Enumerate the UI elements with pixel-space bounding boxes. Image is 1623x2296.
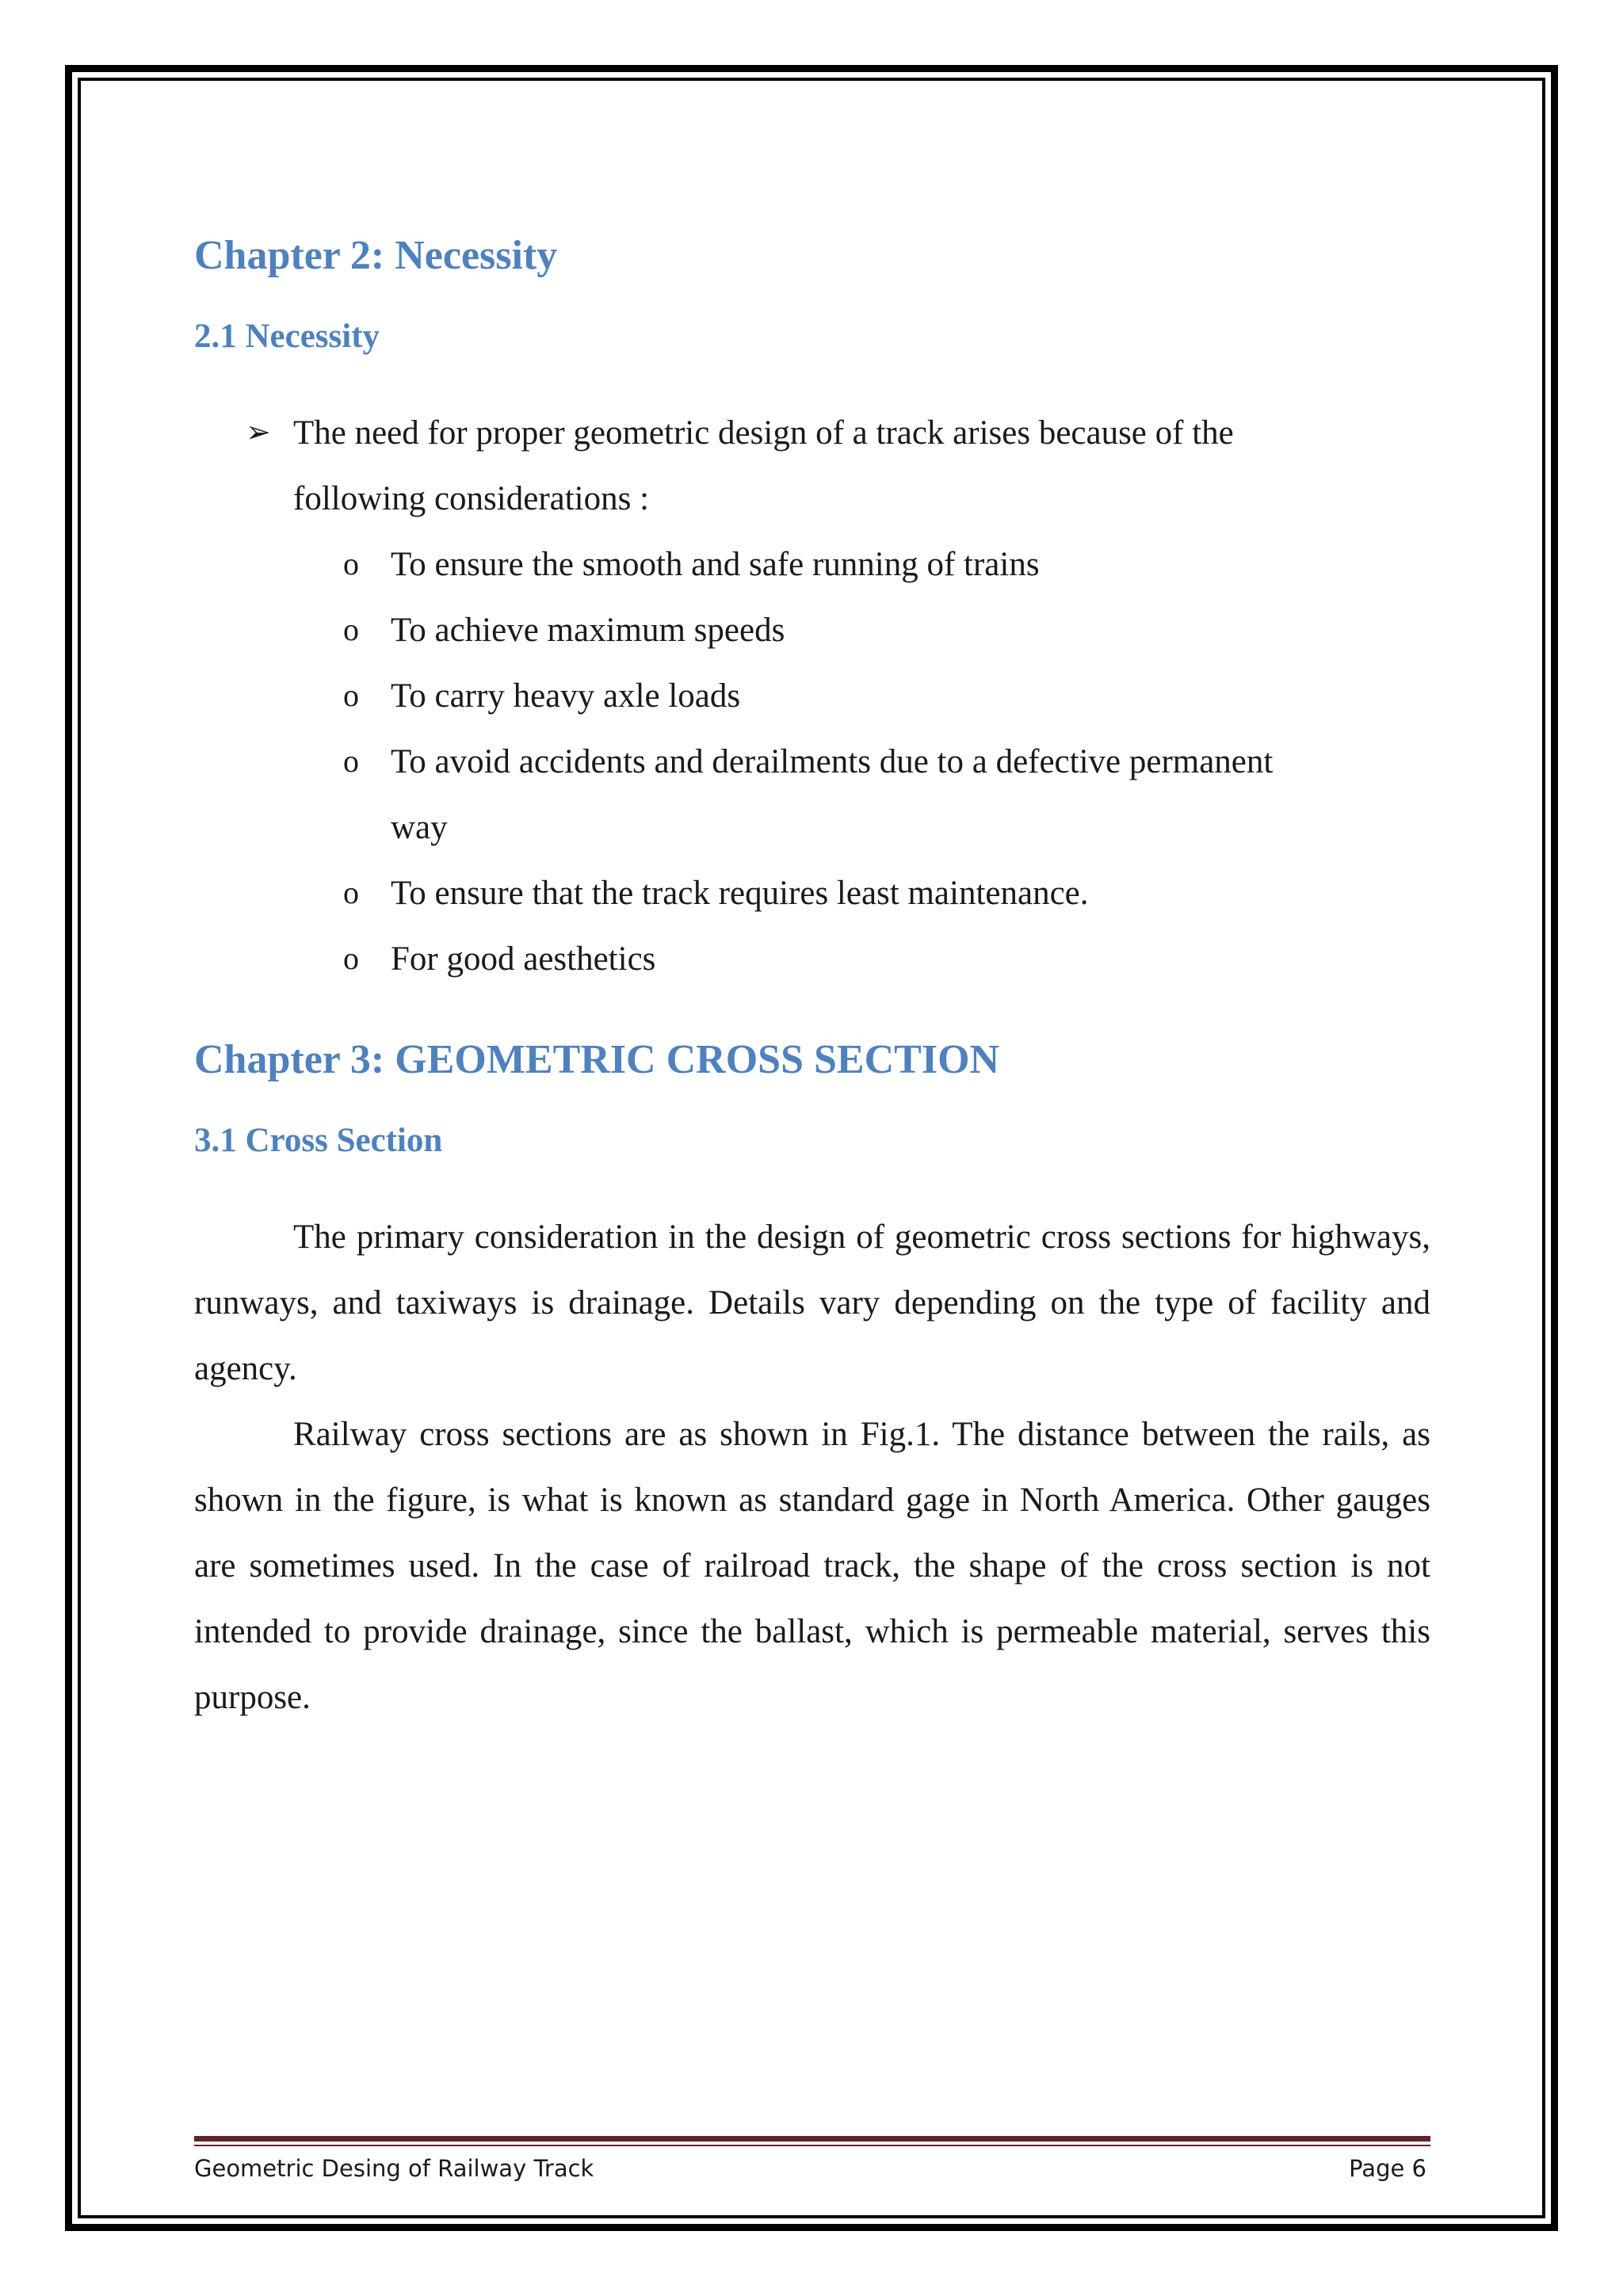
list-item: To ensure the smooth and safe running of trains xyxy=(391,546,1040,583)
list-item-continuation: way xyxy=(391,809,448,846)
intro-line-2: following considerations : xyxy=(293,480,650,517)
section-3-1-title: 3.1 Cross Section xyxy=(194,1122,443,1159)
list-item: To carry heavy axle loads xyxy=(391,677,741,715)
paragraph-1: The primary consideration in the design of geometric cross sections for highways, runways, and taxiways is drainage. Details vary depending on the type of facility and agency. xyxy=(194,1219,1430,1387)
footer-page-number: Page 6 xyxy=(1349,2155,1426,2182)
intro-line-1: The need for proper geometric design of a track arises because of the xyxy=(293,414,1234,452)
chapter-3-title: Chapter 3: GEOMETRIC CROSS SECTION xyxy=(194,1037,1000,1082)
circle-bullet-icon: o xyxy=(343,940,359,976)
footer-rule-thin xyxy=(194,2145,1430,2146)
footer-rule xyxy=(194,2136,1430,2142)
footer-document-title: Geometric Desing of Railway Track xyxy=(194,2155,594,2182)
list-item: To achieve maximum speeds xyxy=(391,612,785,649)
chapter-2-title: Chapter 2: Necessity xyxy=(194,233,558,278)
arrow-bullet-icon: ➢ xyxy=(246,416,271,449)
circle-bullet-icon: o xyxy=(343,546,359,582)
list-item: To avoid accidents and derailments due to a defective permanent xyxy=(391,743,1274,780)
circle-bullet-icon: o xyxy=(343,743,359,779)
circle-bullet-icon: o xyxy=(343,612,359,647)
circle-bullet-icon: o xyxy=(343,677,359,713)
list-item: For good aesthetics xyxy=(391,940,656,978)
paragraph-2: Railway cross sections are as shown in Fig.1. The distance between the rails, as shown in the figure, is what is known as standard gage in North America. Other gauges are sometimes used. In the case of railroad track, the shape of the cross section is not intended to provide drainage, since the ballast, which is permeable material, serves this purpose. xyxy=(194,1416,1430,1716)
circle-bullet-icon: o xyxy=(343,875,359,910)
list-item: To ensure that the track requires least maintenance. xyxy=(391,875,1089,912)
section-2-1-title: 2.1 Necessity xyxy=(194,318,380,355)
